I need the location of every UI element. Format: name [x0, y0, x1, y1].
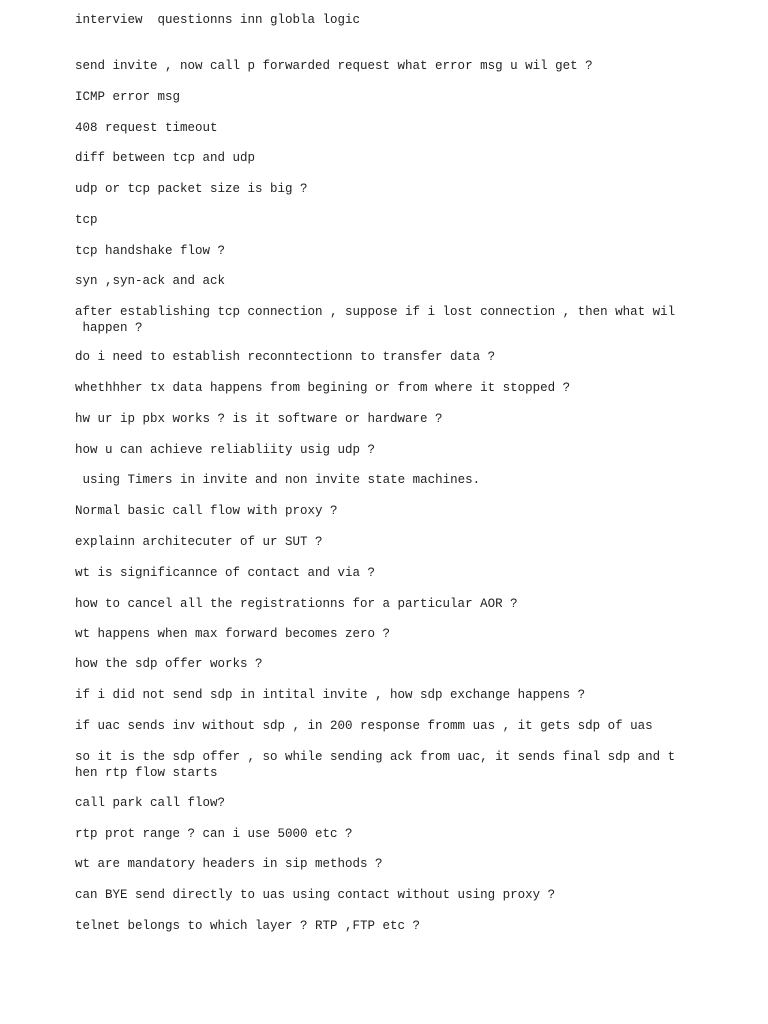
document-line: 408 request timeout: [75, 121, 218, 135]
document-line: how to cancel all the registrationns for a particular AOR ?: [75, 597, 518, 611]
document-line: ICMP error msg: [75, 90, 181, 104]
document-line: whethhher tx data happens from begining or from where it stopped ?: [75, 381, 571, 395]
document-line: udp or tcp packet size is big ?: [75, 182, 308, 196]
document-line: explainn architecuter of ur SUT ?: [75, 535, 323, 549]
document-line: syn ,syn-ack and ack: [75, 274, 226, 288]
document-line: if i did not send sdp in intital invite , how sdp exchange happens ?: [75, 688, 586, 702]
document-line: using Timers in invite and non invite state machines.: [75, 473, 481, 487]
document-line: Normal basic call flow with proxy ?: [75, 504, 338, 518]
document-line: call park call flow?: [75, 796, 226, 810]
document-line: how u can achieve reliabliity usig udp ?: [75, 443, 376, 457]
document-line: send invite , now call p forwarded request what error msg u wil get ?: [75, 59, 593, 73]
document-line: do i need to establish reconntectionn to transfer data ?: [75, 350, 496, 364]
document-line: diff between tcp and udp: [75, 151, 256, 165]
document-line: wt happens when max forward becomes zero ?: [75, 627, 391, 641]
document-line: tcp: [75, 213, 98, 227]
document-line: hw ur ip pbx works ? is it software or hardware ?: [75, 412, 443, 426]
document-line: can BYE send directly to uas using contact without using proxy ?: [75, 888, 556, 902]
document-line: rtp prot range ? can i use 5000 etc ?: [75, 827, 353, 841]
document-line: if uac sends inv without sdp , in 200 response fromm uas , it gets sdp of uas: [75, 719, 653, 733]
document-line: telnet belongs to which layer ? RTP ,FTP etc ?: [75, 919, 421, 933]
document-line: wt is significannce of contact and via ?: [75, 566, 376, 580]
document-line: tcp handshake flow ?: [75, 244, 226, 258]
document-line: how the sdp offer works ?: [75, 657, 263, 671]
document-title: interview questionns inn globla logic: [75, 13, 361, 27]
document-line: so it is the sdp offer , so while sending ack from uac, it sends final sdp and t hen rtp flow starts: [75, 750, 676, 780]
document-line: wt are mandatory headers in sip methods ?: [75, 857, 383, 871]
document-line: after establishing tcp connection , suppose if i lost connection , then what wil happen ?: [75, 305, 676, 335]
